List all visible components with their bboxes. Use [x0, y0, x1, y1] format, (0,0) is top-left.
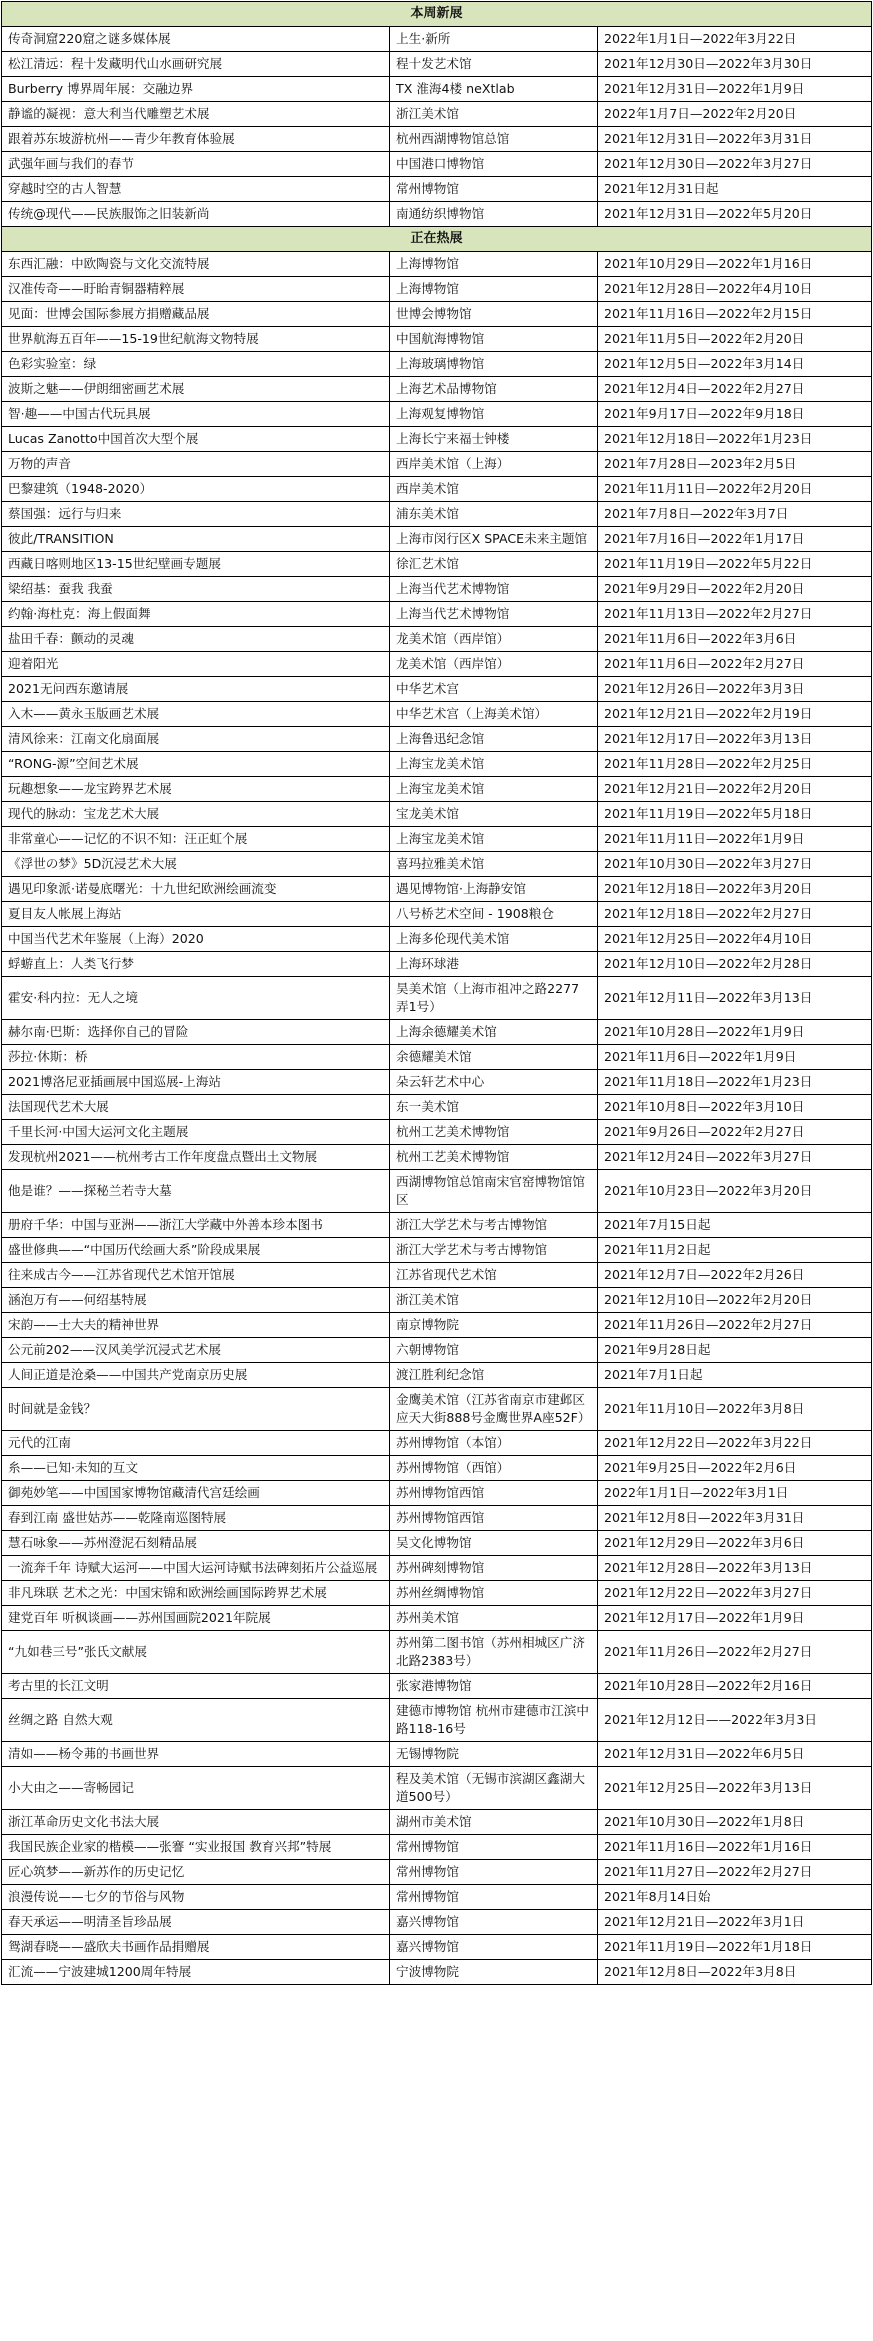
venue-cell: 南通纺织博物馆	[390, 202, 598, 227]
date-range-cell: 2021年11月19日—2022年5月22日	[598, 552, 872, 577]
table-row	[2, 1767, 872, 1810]
exhibition-name-cell: 武强年画与我们的春节	[2, 152, 390, 177]
exhibition-name-cell: 考古里的长江文明	[2, 1674, 390, 1699]
date-range-cell: 2021年12月7日—2022年2月26日	[598, 1263, 872, 1288]
date-range-cell: 2021年12月5日—2022年3月14日	[598, 352, 872, 377]
exhibition-name-cell: 中国当代艺术年鉴展（上海）2020	[2, 927, 390, 952]
date-range-cell: 2021年11月19日—2022年5月18日	[598, 802, 872, 827]
table-row	[2, 1581, 872, 1606]
date-range-cell: 2021年9月29日—2022年2月20日	[598, 577, 872, 602]
table-row	[2, 927, 872, 952]
venue-cell: 上海市闵行区X SPACE未来主题馆	[390, 527, 598, 552]
venue-cell: 程十发艺术馆	[390, 52, 598, 77]
venue-cell: 程及美术馆（无锡市滨湖区鑫湖大道500号）	[390, 1767, 598, 1810]
date-range-cell: 2021年11月11日—2022年1月9日	[598, 827, 872, 852]
table-row	[2, 902, 872, 927]
exhibition-name-cell: 2021无问西东邀请展	[2, 677, 390, 702]
venue-cell: 苏州美术馆	[390, 1606, 598, 1631]
table-row	[2, 477, 872, 502]
table-row	[2, 1238, 872, 1263]
section-header-row	[2, 227, 872, 252]
date-range-cell: 2021年7月28日—2023年2月5日	[598, 452, 872, 477]
date-range-cell: 2021年9月17日—2022年9月18日	[598, 402, 872, 427]
date-range-cell: 2021年11月6日—2022年1月9日	[598, 1045, 872, 1070]
exhibition-name-cell: 我国民族企业家的楷模——张謇 “实业报国 教育兴邦”特展	[2, 1835, 390, 1860]
venue-cell: 八号桥艺术空间 - 1908粮仓	[390, 902, 598, 927]
exhibition-name-cell: 往来成古今——江苏省现代艺术馆开馆展	[2, 1263, 390, 1288]
venue-cell: 喜玛拉雅美术馆	[390, 852, 598, 877]
date-range-cell: 2021年11月18日—2022年1月23日	[598, 1070, 872, 1095]
date-range-cell: 2021年12月28日—2022年4月10日	[598, 277, 872, 302]
exhibition-table	[1, 1, 872, 1985]
venue-cell: 常州博物馆	[390, 1860, 598, 1885]
venue-cell: 上海余德耀美术馆	[390, 1020, 598, 1045]
date-range-cell: 2021年12月8日—2022年3月31日	[598, 1506, 872, 1531]
section-heading: 本周新展	[2, 2, 872, 27]
date-range-cell: 2021年11月26日—2022年2月27日	[598, 1313, 872, 1338]
exhibition-name-cell: 传统@现代——民族服饰之旧装新尚	[2, 202, 390, 227]
exhibition-name-cell: 御苑妙笔——中国国家博物馆藏清代宫廷绘画	[2, 1481, 390, 1506]
date-range-cell: 2021年12月22日—2022年3月27日	[598, 1581, 872, 1606]
venue-cell: 余德耀美术馆	[390, 1045, 598, 1070]
exhibition-name-cell: 慧石咏象——苏州澄泥石刻精品展	[2, 1531, 390, 1556]
exhibition-name-cell: 涵泡万有——何绍基特展	[2, 1288, 390, 1313]
venue-cell: 苏州第二图书馆（苏州相城区广济北路2383号）	[390, 1631, 598, 1674]
venue-cell: 金鹰美术馆（江苏省南京市建邺区应天大街888号金鹰世界A座52F）	[390, 1388, 598, 1431]
table-row	[2, 1145, 872, 1170]
date-range-cell: 2021年12月18日—2022年1月23日	[598, 427, 872, 452]
date-range-cell: 2021年12月29日—2022年3月6日	[598, 1531, 872, 1556]
venue-cell: 苏州碑刻博物馆	[390, 1556, 598, 1581]
date-range-cell: 2021年10月8日—2022年3月10日	[598, 1095, 872, 1120]
venue-cell: 建德市博物馆 杭州市建德市江滨中路118-16号	[390, 1699, 598, 1742]
table-row	[2, 102, 872, 127]
exhibition-name-cell: 万物的声音	[2, 452, 390, 477]
exhibition-name-cell: 静谧的凝视：意大利当代雕塑艺术展	[2, 102, 390, 127]
date-range-cell: 2021年10月28日—2022年2月16日	[598, 1674, 872, 1699]
exhibition-name-cell: 传奇洞窟220窟之谜多媒体展	[2, 27, 390, 52]
date-range-cell: 2021年12月17日—2022年3月13日	[598, 727, 872, 752]
section-heading: 正在热展	[2, 227, 872, 252]
table-row	[2, 1456, 872, 1481]
venue-cell: 上海当代艺术博物馆	[390, 577, 598, 602]
table-row	[2, 302, 872, 327]
table-row	[2, 1506, 872, 1531]
table-row	[2, 427, 872, 452]
table-row	[2, 1935, 872, 1960]
exhibition-name-cell: 见面：世博会国际参展方捐赠藏品展	[2, 302, 390, 327]
date-range-cell: 2021年12月10日—2022年2月28日	[598, 952, 872, 977]
exhibition-name-cell: “九如巷三号”张氏文献展	[2, 1631, 390, 1674]
venue-cell: 浙江美术馆	[390, 102, 598, 127]
exhibition-name-cell: 汉准传奇——盱眙青铜器精粹展	[2, 277, 390, 302]
date-range-cell: 2021年12月21日—2022年2月19日	[598, 702, 872, 727]
venue-cell: 南京博物院	[390, 1313, 598, 1338]
date-range-cell: 2021年12月10日—2022年2月20日	[598, 1288, 872, 1313]
table-row	[2, 1885, 872, 1910]
table-row	[2, 627, 872, 652]
venue-cell: 杭州工艺美术博物馆	[390, 1145, 598, 1170]
table-row	[2, 352, 872, 377]
table-row	[2, 1556, 872, 1581]
exhibition-name-cell: 盐田千春：颤动的灵魂	[2, 627, 390, 652]
exhibition-name-cell: 东西汇融：中欧陶瓷与文化交流特展	[2, 252, 390, 277]
exhibition-name-cell: 汇流——宁波建城1200周年特展	[2, 1960, 390, 1985]
date-range-cell: 2021年12月8日—2022年3月8日	[598, 1960, 872, 1985]
date-range-cell: 2021年12月30日—2022年3月30日	[598, 52, 872, 77]
date-range-cell: 2021年11月26日—2022年2月27日	[598, 1631, 872, 1674]
date-range-cell: 2021年9月25日—2022年2月6日	[598, 1456, 872, 1481]
venue-cell: 浙江大学艺术与考古博物馆	[390, 1238, 598, 1263]
date-range-cell: 2021年10月23日—2022年3月20日	[598, 1170, 872, 1213]
exhibition-name-cell: 入木——黄永玉版画艺术展	[2, 702, 390, 727]
venue-cell: 常州博物馆	[390, 1885, 598, 1910]
table-row	[2, 577, 872, 602]
venue-cell: TX 淮海4楼 neXtlab	[390, 77, 598, 102]
date-range-cell: 2021年12月28日—2022年3月13日	[598, 1556, 872, 1581]
table-row	[2, 77, 872, 102]
table-row	[2, 1263, 872, 1288]
exhibition-name-cell: 《浮世の梦》5D沉浸艺术大展	[2, 852, 390, 877]
venue-cell: 浙江美术馆	[390, 1288, 598, 1313]
exhibition-name-cell: 公元前202——汉风美学沉浸式艺术展	[2, 1338, 390, 1363]
venue-cell: 杭州工艺美术博物馆	[390, 1120, 598, 1145]
table-row	[2, 1120, 872, 1145]
date-range-cell: 2021年12月25日—2022年4月10日	[598, 927, 872, 952]
exhibition-name-cell: 现代的脉动：宝龙艺术大展	[2, 802, 390, 827]
date-range-cell: 2021年12月18日—2022年3月20日	[598, 877, 872, 902]
table-row	[2, 727, 872, 752]
venue-cell: 上生·新所	[390, 27, 598, 52]
venue-cell: 西湖博物馆总馆南宋官窑博物馆馆区	[390, 1170, 598, 1213]
venue-cell: 中华艺术宫（上海美术馆）	[390, 702, 598, 727]
table-row	[2, 702, 872, 727]
date-range-cell: 2021年10月28日—2022年1月9日	[598, 1020, 872, 1045]
venue-cell: 上海鲁迅纪念馆	[390, 727, 598, 752]
exhibition-name-cell: 发现杭州2021——杭州考古工作年度盘点暨出土文物展	[2, 1145, 390, 1170]
date-range-cell: 2021年12月21日—2022年3月1日	[598, 1910, 872, 1935]
venue-cell: 江苏省现代艺术馆	[390, 1263, 598, 1288]
table-row	[2, 1070, 872, 1095]
table-row	[2, 1388, 872, 1431]
table-row	[2, 1835, 872, 1860]
venue-cell: 浦东美术馆	[390, 502, 598, 527]
venue-cell: 上海玻璃博物馆	[390, 352, 598, 377]
exhibition-name-cell: 松江清远：程十发藏明代山水画研究展	[2, 52, 390, 77]
date-range-cell: 2021年10月30日—2022年3月27日	[598, 852, 872, 877]
table-row	[2, 552, 872, 577]
table-row	[2, 952, 872, 977]
venue-cell: 上海环球港	[390, 952, 598, 977]
exhibition-name-cell: 浙江革命历史文化书法大展	[2, 1810, 390, 1835]
table-row	[2, 977, 872, 1020]
table-row	[2, 1313, 872, 1338]
venue-cell: 徐汇艺术馆	[390, 552, 598, 577]
table-row	[2, 152, 872, 177]
venue-cell: 上海博物馆	[390, 277, 598, 302]
exhibition-name-cell: 法国现代艺术大展	[2, 1095, 390, 1120]
table-row	[2, 177, 872, 202]
venue-cell: 宁波博物院	[390, 1960, 598, 1985]
date-range-cell: 2022年1月7日—2022年2月20日	[598, 102, 872, 127]
date-range-cell: 2021年10月30日—2022年1月8日	[598, 1810, 872, 1835]
date-range-cell: 2021年11月11日—2022年2月20日	[598, 477, 872, 502]
exhibition-name-cell: 智·趣——中国古代玩具展	[2, 402, 390, 427]
exhibition-name-cell: 非常童心——记忆的不识不知：汪正虹个展	[2, 827, 390, 852]
exhibition-name-cell: 人间正道是沧桑——中国共产党南京历史展	[2, 1363, 390, 1388]
date-range-cell: 2021年12月31日—2022年3月31日	[598, 127, 872, 152]
table-row	[2, 1631, 872, 1674]
venue-cell: 世博会博物馆	[390, 302, 598, 327]
table-row	[2, 1960, 872, 1985]
venue-cell: 中华艺术宫	[390, 677, 598, 702]
exhibition-name-cell: Lucas Zanotto中国首次大型个展	[2, 427, 390, 452]
table-row	[2, 802, 872, 827]
exhibition-name-cell: Burberry 博界周年展：交融边界	[2, 77, 390, 102]
exhibition-name-cell: 鸳湖春晓——盛欣夫书画作品捐赠展	[2, 1935, 390, 1960]
exhibition-name-cell: 色彩实验室：绿	[2, 352, 390, 377]
date-range-cell: 2021年11月6日—2022年3月6日	[598, 627, 872, 652]
section-header-row	[2, 2, 872, 27]
table-row	[2, 52, 872, 77]
venue-cell: 张家港博物馆	[390, 1674, 598, 1699]
venue-cell: 宝龙美术馆	[390, 802, 598, 827]
date-range-cell: 2021年11月2日起	[598, 1238, 872, 1263]
venue-cell: 中国港口博物馆	[390, 152, 598, 177]
venue-cell: 朵云轩艺术中心	[390, 1070, 598, 1095]
venue-cell: 六朝博物馆	[390, 1338, 598, 1363]
exhibition-name-cell: 世界航海五百年——15-19世纪航海文物特展	[2, 327, 390, 352]
date-range-cell: 2021年12月24日—2022年3月27日	[598, 1145, 872, 1170]
date-range-cell: 2021年11月28日—2022年2月25日	[598, 752, 872, 777]
date-range-cell: 2021年7月16日—2022年1月17日	[598, 527, 872, 552]
table-row	[2, 452, 872, 477]
table-row	[2, 1020, 872, 1045]
table-row	[2, 1481, 872, 1506]
date-range-cell: 2021年7月15日起	[598, 1213, 872, 1238]
date-range-cell: 2021年12月4日—2022年2月27日	[598, 377, 872, 402]
venue-cell: 上海当代艺术博物馆	[390, 602, 598, 627]
date-range-cell: 2021年12月31日起	[598, 177, 872, 202]
table-row	[2, 1045, 872, 1070]
date-range-cell: 2021年8月14日始	[598, 1885, 872, 1910]
table-row	[2, 277, 872, 302]
table-row	[2, 327, 872, 352]
venue-cell: 遇见博物馆·上海静安馆	[390, 877, 598, 902]
venue-cell: 苏州丝绸博物馆	[390, 1581, 598, 1606]
exhibition-name-cell: 春到江南 盛世姑苏——乾隆南巡图特展	[2, 1506, 390, 1531]
date-range-cell: 2021年7月8日—2022年3月7日	[598, 502, 872, 527]
exhibition-name-cell: 时间就是金钱？	[2, 1388, 390, 1431]
exhibition-name-cell: 约翰·海杜克：海上假面舞	[2, 602, 390, 627]
exhibition-name-cell: 莎拉·休斯：桥	[2, 1045, 390, 1070]
table-row	[2, 527, 872, 552]
venue-cell: 吴文化博物馆	[390, 1531, 598, 1556]
date-range-cell: 2021年12月30日—2022年3月27日	[598, 152, 872, 177]
table-row	[2, 1170, 872, 1213]
table-row	[2, 677, 872, 702]
venue-cell: 嘉兴博物馆	[390, 1910, 598, 1935]
date-range-cell: 2022年1月1日—2022年3月1日	[598, 1481, 872, 1506]
table-row	[2, 877, 872, 902]
date-range-cell: 2021年7月1日起	[598, 1363, 872, 1388]
date-range-cell: 2021年12月17日—2022年1月9日	[598, 1606, 872, 1631]
venue-cell: 龙美术馆（西岸馆）	[390, 652, 598, 677]
date-range-cell: 2021年12月31日—2022年6月5日	[598, 1742, 872, 1767]
venue-cell: 上海博物馆	[390, 252, 598, 277]
exhibition-name-cell: 遇见印象派·诺曼底曙光：十九世纪欧洲绘画流变	[2, 877, 390, 902]
venue-cell: 浙江大学艺术与考古博物馆	[390, 1213, 598, 1238]
date-range-cell: 2021年11月13日—2022年2月27日	[598, 602, 872, 627]
exhibition-name-cell: 夏目友人帐展上海站	[2, 902, 390, 927]
exhibition-name-cell: 赫尔南·巴斯：选择你自己的冒险	[2, 1020, 390, 1045]
date-range-cell: 2021年10月29日—2022年1月16日	[598, 252, 872, 277]
exhibition-name-cell: 梁绍基：蚕我 我蚕	[2, 577, 390, 602]
exhibition-name-cell: 跟着苏东坡游杭州——青少年教育体验展	[2, 127, 390, 152]
exhibition-name-cell: 小大由之——寄畅园记	[2, 1767, 390, 1810]
venue-cell: 苏州博物馆（本馆）	[390, 1431, 598, 1456]
venue-cell: 常州博物馆	[390, 177, 598, 202]
table-row	[2, 827, 872, 852]
table-row	[2, 1431, 872, 1456]
venue-cell: 苏州博物馆（西馆）	[390, 1456, 598, 1481]
date-range-cell: 2021年12月18日—2022年2月27日	[598, 902, 872, 927]
table-row	[2, 252, 872, 277]
exhibition-name-cell: 千里长河·中国大运河文化主题展	[2, 1120, 390, 1145]
table-row	[2, 1674, 872, 1699]
venue-cell: 湖州市美术馆	[390, 1810, 598, 1835]
venue-cell: 西岸美术馆	[390, 477, 598, 502]
exhibition-name-cell: 霍安·科内拉：无人之境	[2, 977, 390, 1020]
exhibition-name-cell: 2021博洛尼亚插画展中国巡展-上海站	[2, 1070, 390, 1095]
exhibition-name-cell: 穿越时空的古人智慧	[2, 177, 390, 202]
date-range-cell: 2021年9月28日起	[598, 1338, 872, 1363]
venue-cell: 无锡博物院	[390, 1742, 598, 1767]
venue-cell: 嘉兴博物馆	[390, 1935, 598, 1960]
venue-cell: 上海宝龙美术馆	[390, 777, 598, 802]
date-range-cell: 2021年9月26日—2022年2月27日	[598, 1120, 872, 1145]
exhibition-name-cell: 宋韵——士大夫的精神世界	[2, 1313, 390, 1338]
venue-cell: 中国航海博物馆	[390, 327, 598, 352]
table-row	[2, 1910, 872, 1935]
table-row	[2, 1606, 872, 1631]
table-row	[2, 1338, 872, 1363]
date-range-cell: 2021年12月26日—2022年3月3日	[598, 677, 872, 702]
table-row	[2, 377, 872, 402]
exhibition-name-cell: 糸——已知·未知的互文	[2, 1456, 390, 1481]
exhibition-name-cell: 册府千华：中国与亚洲——浙江大学藏中外善本珍本图书	[2, 1213, 390, 1238]
exhibition-name-cell: 清风徐来：江南文化扇面展	[2, 727, 390, 752]
date-range-cell: 2021年11月16日—2022年1月16日	[598, 1835, 872, 1860]
exhibition-name-cell: 他是谁？——探秘兰若寺大墓	[2, 1170, 390, 1213]
exhibition-name-cell: “RONG-源”空间艺术展	[2, 752, 390, 777]
table-row	[2, 1742, 872, 1767]
exhibition-name-cell: 巴黎建筑（1948-2020）	[2, 477, 390, 502]
exhibition-name-cell: 玩趣想象——龙宝跨界艺术展	[2, 777, 390, 802]
exhibition-name-cell: 非凡珠联 艺术之光：中国宋锦和欧洲绘画国际跨界艺术展	[2, 1581, 390, 1606]
date-range-cell: 2021年11月5日—2022年2月20日	[598, 327, 872, 352]
table-row	[2, 1860, 872, 1885]
exhibition-name-cell: 蔡国强：远行与归来	[2, 502, 390, 527]
venue-cell: 上海多伦现代美术馆	[390, 927, 598, 952]
table-row	[2, 502, 872, 527]
exhibition-name-cell: 彼此/TRANSITION	[2, 527, 390, 552]
exhibition-name-cell: 清如——杨令茀的书画世界	[2, 1742, 390, 1767]
venue-cell: 常州博物馆	[390, 1835, 598, 1860]
exhibition-table-body	[2, 2, 872, 1985]
table-row	[2, 202, 872, 227]
table-row	[2, 652, 872, 677]
exhibition-name-cell: 西藏日喀则地区13-15世纪壁画专题展	[2, 552, 390, 577]
table-row	[2, 1699, 872, 1742]
table-row	[2, 127, 872, 152]
exhibition-name-cell: 元代的江南	[2, 1431, 390, 1456]
table-row	[2, 852, 872, 877]
table-row	[2, 1810, 872, 1835]
venue-cell: 上海艺术品博物馆	[390, 377, 598, 402]
table-row	[2, 602, 872, 627]
venue-cell: 上海宝龙美术馆	[390, 752, 598, 777]
exhibition-name-cell: 迎着阳光	[2, 652, 390, 677]
date-range-cell: 2021年12月21日—2022年2月20日	[598, 777, 872, 802]
exhibition-name-cell: 蜉蝣直上：人类飞行梦	[2, 952, 390, 977]
exhibition-name-cell: 盛世修典——“中国历代绘画大系”阶段成果展	[2, 1238, 390, 1263]
exhibition-name-cell: 匠心筑梦——新苏作的历史记忆	[2, 1860, 390, 1885]
table-row	[2, 1095, 872, 1120]
date-range-cell: 2021年12月25日—2022年3月13日	[598, 1767, 872, 1810]
exhibition-name-cell: 波斯之魅——伊朗细密画艺术展	[2, 377, 390, 402]
exhibition-name-cell: 丝绸之路 自然大观	[2, 1699, 390, 1742]
table-row	[2, 777, 872, 802]
venue-cell: 苏州博物馆西馆	[390, 1481, 598, 1506]
date-range-cell: 2021年11月16日—2022年2月15日	[598, 302, 872, 327]
date-range-cell: 2021年11月19日—2022年1月18日	[598, 1935, 872, 1960]
venue-cell: 东一美术馆	[390, 1095, 598, 1120]
table-row	[2, 1288, 872, 1313]
date-range-cell: 2021年12月11日—2022年3月13日	[598, 977, 872, 1020]
date-range-cell: 2021年11月10日—2022年3月8日	[598, 1388, 872, 1431]
date-range-cell: 2021年11月6日—2022年2月27日	[598, 652, 872, 677]
table-row	[2, 402, 872, 427]
venue-cell: 昊美术馆（上海市祖冲之路2277弄1号）	[390, 977, 598, 1020]
venue-cell: 上海观复博物馆	[390, 402, 598, 427]
exhibition-name-cell: 浪漫传说——七夕的节俗与风物	[2, 1885, 390, 1910]
date-range-cell: 2022年1月1日—2022年3月22日	[598, 27, 872, 52]
venue-cell: 渡江胜利纪念馆	[390, 1363, 598, 1388]
venue-cell: 上海长宁来福士钟楼	[390, 427, 598, 452]
venue-cell: 西岸美术馆（上海）	[390, 452, 598, 477]
venue-cell: 上海宝龙美术馆	[390, 827, 598, 852]
table-row	[2, 1531, 872, 1556]
date-range-cell: 2021年12月31日—2022年1月9日	[598, 77, 872, 102]
table-row	[2, 752, 872, 777]
venue-cell: 龙美术馆（西岸馆）	[390, 627, 598, 652]
date-range-cell: 2021年11月27日—2022年2月27日	[598, 1860, 872, 1885]
venue-cell: 苏州博物馆西馆	[390, 1506, 598, 1531]
venue-cell: 杭州西湖博物馆总馆	[390, 127, 598, 152]
exhibition-name-cell: 一流奔千年 诗赋大运河——中国大运河诗赋书法碑刻拓片公益巡展	[2, 1556, 390, 1581]
table-row	[2, 1213, 872, 1238]
table-row	[2, 27, 872, 52]
date-range-cell: 2021年12月22日—2022年3月22日	[598, 1431, 872, 1456]
exhibition-name-cell: 建党百年 听枫谈画——苏州国画院2021年院展	[2, 1606, 390, 1631]
date-range-cell: 2021年12月12日——2022年3月3日	[598, 1699, 872, 1742]
table-row	[2, 1363, 872, 1388]
exhibition-name-cell: 春天承运——明清圣旨珍品展	[2, 1910, 390, 1935]
date-range-cell: 2021年12月31日—2022年5月20日	[598, 202, 872, 227]
